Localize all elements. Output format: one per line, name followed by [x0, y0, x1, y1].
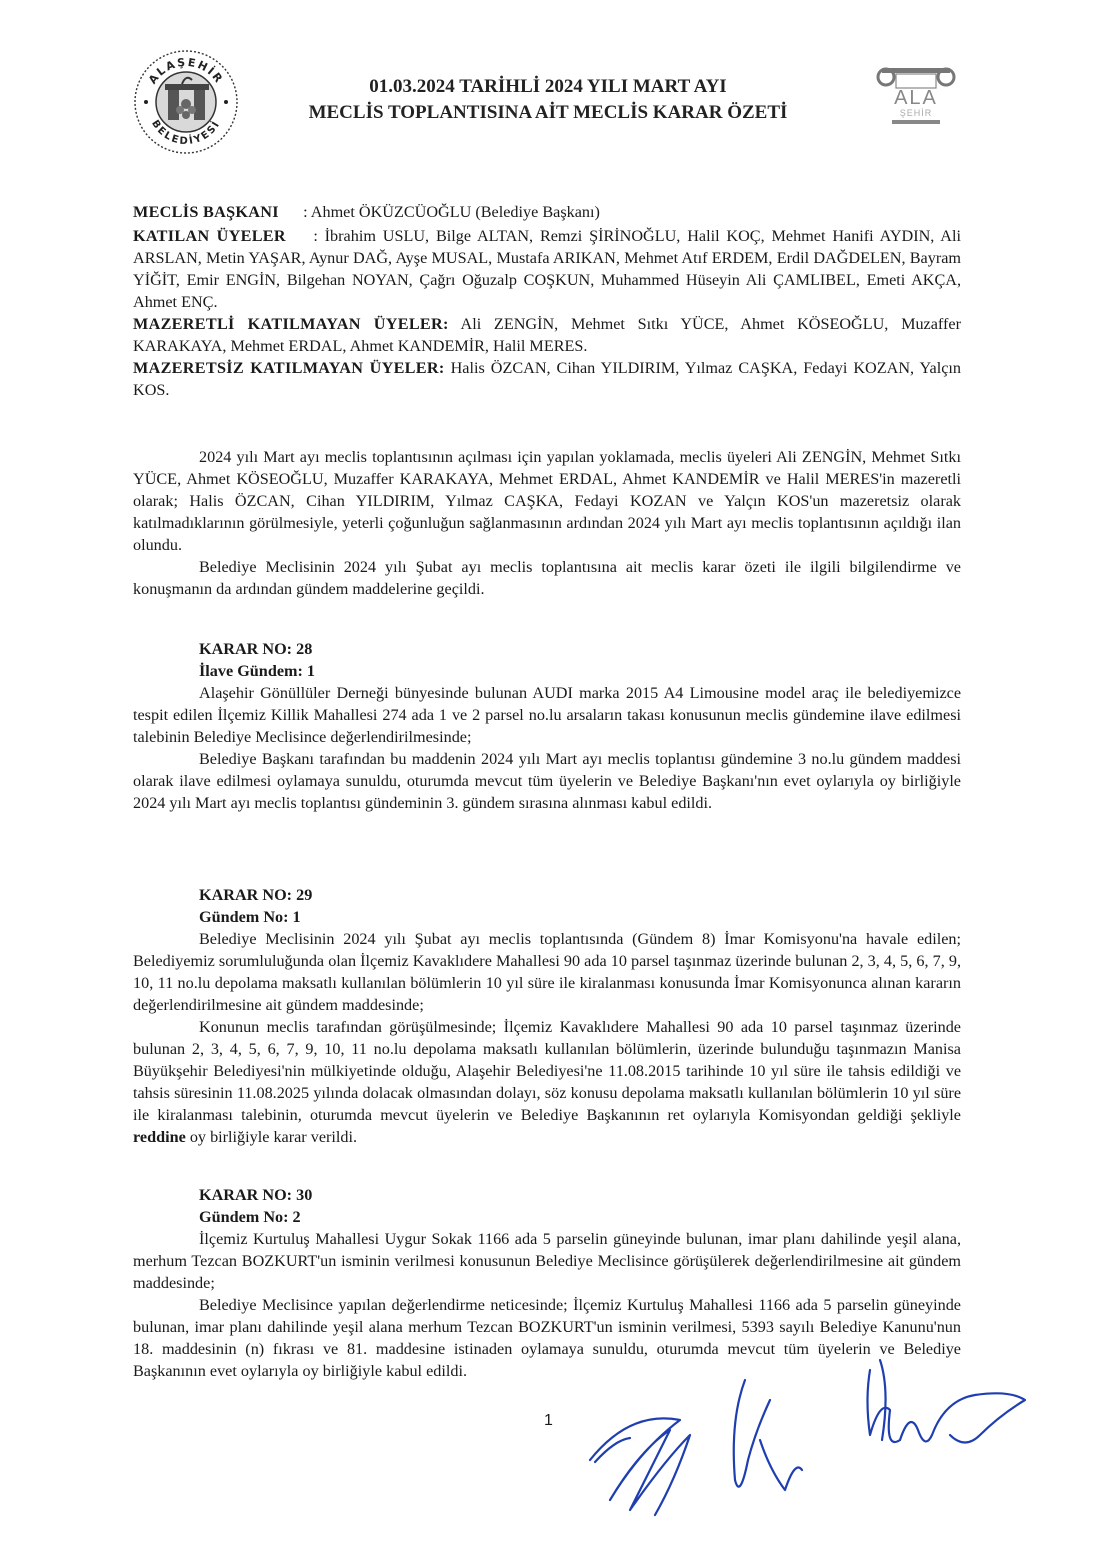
excused-label: MAZERETLİ KATILMAYAN ÜYELER:: [133, 315, 449, 333]
excused-line: [133, 313, 961, 357]
members-line: [133, 225, 961, 313]
document-title: [240, 74, 856, 126]
signature-3: [868, 1370, 1026, 1443]
president-value: : Ahmet ÖKÜZCÜOĞLU (Belediye Başkanı): [303, 203, 600, 221]
decision-agenda: Gündem No: 2: [199, 1208, 301, 1226]
decision-number: KARAR NO: 30: [199, 1186, 313, 1204]
title-line-2: MECLİS TOPLANTISINA AİT MECLİS KARAR ÖZETİ: [308, 102, 788, 123]
unexcused-label: MAZERETSİZ KATILMAYAN ÜYELER:: [133, 359, 445, 377]
decision-paragraph-2: Belediye Başkanı tarafından bu maddenin 2024 yılı Mart ayı meclis toplantısı gündemine 3 no.lu gündem maddesi olarak ilave edilmesi oylamaya sunuldu, oturumda mevcut tüm üyelerin ve Belediye Başkanı'nın evet oylarıyla oy birliğiyle 2024 yılı Mart ayı meclis toplantısı gündeminin 3. gündem sırasına alınması kabul edildi.: [133, 750, 961, 812]
decision-result-bold: reddine: [133, 1128, 186, 1146]
alasehir-municipality-seal: [132, 48, 240, 156]
signature-1: [590, 1418, 690, 1515]
decision-paragraph-1: Belediye Meclisinin 2024 yılı Şubat ayı meclis toplantısında (Gündem 8) İmar Komisyonu'na havale edilen; Belediyemiz sorumluluğunda olan İlçemiz Kavaklıdere Mahallesi 90 ada 10 parsel taşınmaz üzerinde bulunan 2, 3, 4, 5, 6, 7, 9, 10, 11 no.lu depolama maksatlı kullanılan bölümlerin 10 yıl süre ile kiralanması konusunda İmar Komisyonunca alınan kararın değerlendirilmesine ait gündem maddesinde;: [133, 930, 961, 1014]
unexcused-line: [133, 357, 961, 401]
seal-text-top: ALAŞEHİR: [145, 55, 227, 87]
decision-number: KARAR NO: 29: [199, 886, 313, 904]
decision-28: [133, 638, 961, 814]
decision-text-pre: Konunun meclis tarafından görüşülmesinde; İlçemiz Kavaklıdere Mahallesi 90 ada 10 parsel taşınmaz üzerinde bulunan 2, 3, 4, 5, 6, 7, 9, 10, 11 no.lu depolama maksatlı kullanılan bölümlerin, üzerinde bulunduğu taşınmazın Manisa Büyükşehir Belediyesi'nin mülkiyetinde olduğu, Alaşehir Belediyesi'ne 11.08.2015 tarihinde 10 yıl süre ile tahsis edildiği ve tahsis süresinin 11.08.2025 yılında dolacak olmasından dolayı, söz konusu depolama maksatlı kullanılan bölümlerin 10 yıl süre ile kiralanması talebinin, oturumda mevcut üyelerin ve Belediye Başkanının ret oylarıyla Komisyondan geldiği şekliyle: [133, 1018, 961, 1124]
title-line-1: 01.03.2024 TARİHLİ 2024 YILI MART AYI: [369, 76, 727, 97]
president-label: MECLİS BAŞKANI: [133, 203, 279, 221]
president-line: [133, 201, 961, 223]
decision-paragraph-1: Alaşehir Gönüllüler Derneği bünyesinde bulunan AUDI marka 2015 A4 Limousine model araç ile belediyemizce tespit edilen İlçemiz Killik Mahallesi 274 ada 1 ve 2 parsel no.lu arsaların takası konusunun meclis gündemine ilave edilmesi talebinin Belediye Meclisince değerlendirilmesinde;: [133, 684, 961, 746]
unexcused-value: Halis ÖZCAN, Cihan YILDIRIM, Yılmaz CAŞKA, Fedayi KOZAN, Yalçın KOS.: [133, 359, 961, 399]
page-number: 1: [544, 1412, 553, 1429]
decision-paragraph-1: İlçemiz Kurtuluş Mahallesi Uygur Sokak 1166 ada 5 parselin güneyinde bulunan, imar planı dahilinde yeşil alana, merhum Tezcan BOZKURT'un isminin verilmesi konusunun Belediye Meclisince görüşülerek değerlendirilmesine ait gündem maddesinde;: [133, 1230, 961, 1292]
intro-paragraph-1: 2024 yılı Mart ayı meclis toplantısının açılması için yapılan yoklamada, meclis üyeleri Ali ZENGİN, Mehmet Sıtkı YÜCE, Ahmet KÖSEOĞLU, Muzaffer KARAKAYA, Mehmet ERDAL, Ahmet KANDEMİR ve Halil MERES'in mazeretli olarak; Halis ÖZCAN, Cihan YILDIRIM, Yılmaz CAŞKA, Fedayi KOZAN ve Yalçın KOS'un mazeretsiz olarak katılmadıklarının görülmesiyle, yeterli çoğunluğun sağlanmasının ardından 2024 yılı Mart ayı meclis toplantısının açıldığı ilan olundu.: [133, 448, 961, 554]
decision-29: [133, 884, 961, 1148]
decision-number: KARAR NO: 28: [199, 640, 313, 658]
members-value: : İbrahim USLU, Bilge ALTAN, Remzi ŞİRİNOĞLU, Halil KOÇ, Mehmet Hanifi AYDIN, Ali ARSLAN, Metin YAŞAR, Aynur DAĞ, Ayşe MUSAL, Mustafa ARIKAN, Mehmet Atıf ERDEM, Erdil DAĞDELEN, Bayram YİĞİT, Emir ENGİN, Bilgehan NOYAN, Çağrı Oğuzalp COŞKUN, Muhammed Hüseyin Ali ÇAMLIBEL, Emeti AKÇA, Ahmet ENÇ.: [133, 227, 961, 311]
members-label: KATILAN ÜYELER: [133, 227, 286, 245]
signature-2: [734, 1380, 802, 1490]
decision-agenda: İlave Gündem: 1: [199, 662, 316, 680]
attendance-section: [133, 201, 961, 401]
decision-paragraph-2: Belediye Meclisince yapılan değerlendirme neticesinde; İlçemiz Kurtuluş Mahallesi 1166 ada 5 parselin güneyinde bulunan, imar planı dahilinde yeşil alana merhum Tezcan BOZKURT'un isminin verilmesi, 5393 sayılı Belediye Kanunu'nun 18. maddesinin (n) fıkrası ve 81. maddesine istinaden oylamaya sunuldu, oturumda mevcut tüm üyelerin ve Belediye Başkanının evet oylarıyla oy birliğiyle kabul edildi.: [133, 1296, 961, 1380]
intro-section: [133, 446, 961, 600]
decision-text-post: oy birliğiyle karar verildi.: [185, 1128, 358, 1146]
signatures: [570, 1340, 1040, 1520]
logo-text-sub: ŞEHİR: [899, 108, 933, 118]
alasehir-brand-logo: [872, 64, 960, 130]
logo-text-main: ALA: [894, 87, 938, 109]
decision-paragraph-2: [133, 1016, 961, 1148]
seal-text-bottom: BELEDİYESİ: [149, 118, 223, 148]
decision-agenda: Gündem No: 1: [199, 908, 301, 926]
excused-value: Ali ZENGİN, Mehmet Sıtkı YÜCE, Ahmet KÖSEOĞLU, Muzaffer KARAKAYA, Mehmet ERDAL, Ahmet KANDEMİR, Halil MERES.: [133, 315, 961, 355]
intro-paragraph-2: Belediye Meclisinin 2024 yılı Şubat ayı meclis toplantısına ait meclis karar özeti ile ilgili bilgilendirme ve konuşmanın da ardından gündem maddelerine geçildi.: [133, 558, 961, 598]
